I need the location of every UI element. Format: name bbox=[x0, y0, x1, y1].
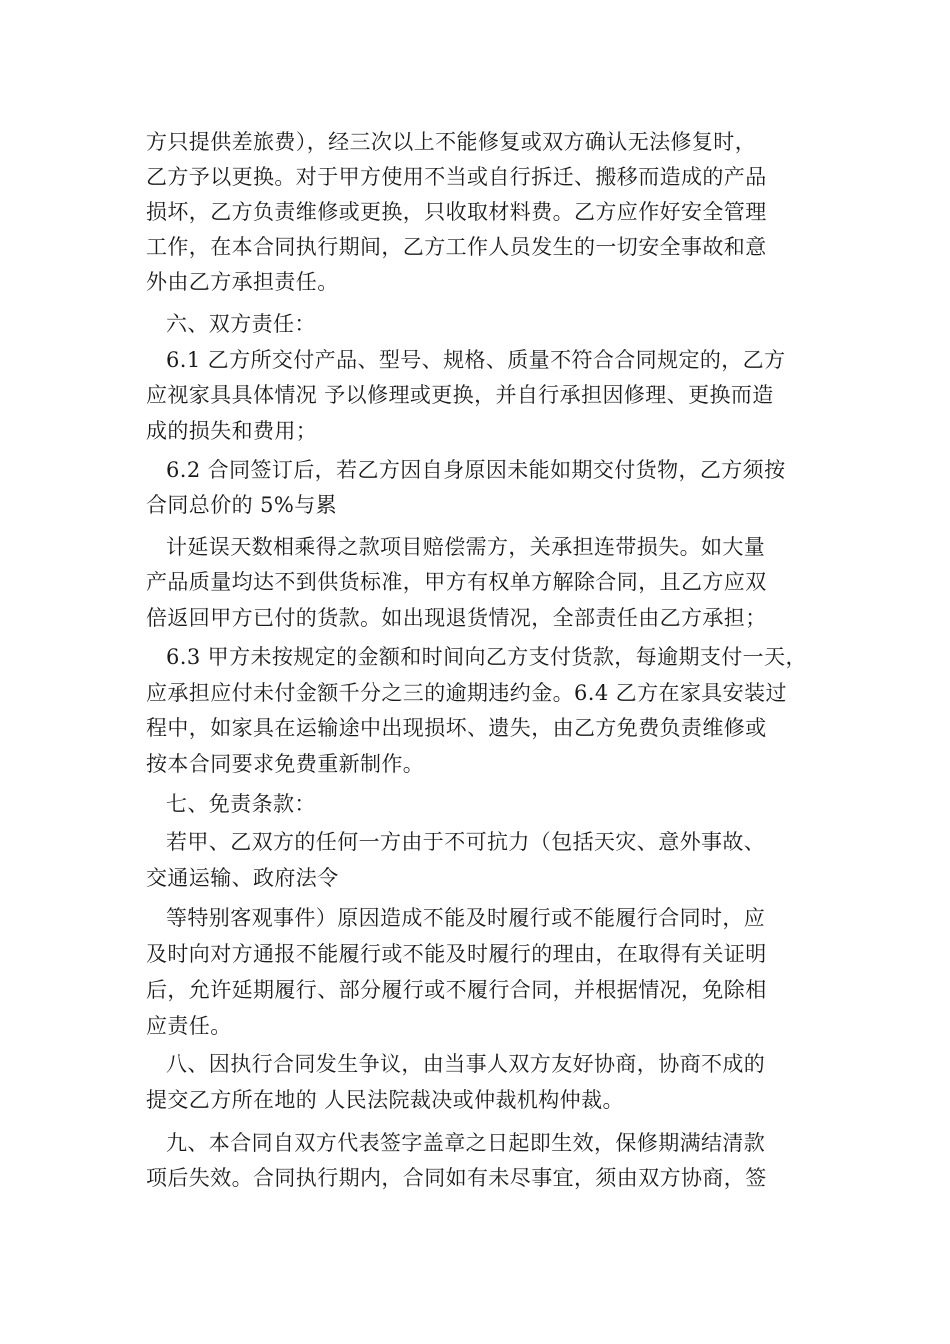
text-line: 计延误天数相乘得之款项目赔偿需方，关承担连带损失。如大量 bbox=[166, 535, 766, 559]
clause-line: 6.1 乙方所交付产品、型号、规格、质量不符合合同规定的，乙方 bbox=[166, 348, 786, 372]
text-line: 应视家具具体情况 予以修理或更换，并自行承担因修理、更换而造 bbox=[146, 383, 774, 407]
text-line: 项后失效。合同执行期内，合同如有未尽事宜，须由双方协商，签 bbox=[146, 1166, 767, 1190]
text-line: 提交乙方所在地的 人民法院裁决或仲裁机构仲裁。 bbox=[146, 1088, 624, 1112]
text-line: 倍返回甲方已付的货款。如出现退货情况，全部责任由乙方承担； bbox=[146, 606, 767, 630]
text-line: 及时向对方通报不能履行或不能及时履行的理由，在取得有关证明 bbox=[146, 942, 767, 966]
text-line: 成的损失和费用； bbox=[146, 419, 318, 443]
text-line: 后，允许延期履行、部分履行或不履行合同，并根据情况，免除相 bbox=[146, 978, 767, 1002]
text-line: 应承担应付未付金额千分之三的逾期违约金。6.4 乙方在家具安装过 bbox=[146, 681, 787, 705]
text-line: 方只提供差旅费），经三次以上不能修复或双方确认无法修复时， bbox=[146, 130, 757, 154]
text-line: 应责任。 bbox=[146, 1014, 232, 1038]
clause-line: 6.2 合同签订后，若乙方因自身原因未能如期交付货物，乙方须按 bbox=[166, 458, 786, 482]
text-line: 等特别客观事件）原因造成不能及时履行或不能履行合同时，应 bbox=[166, 906, 766, 930]
section-heading: 九、本合同自双方代表签字盖章之日起即生效，保修期满结清款 bbox=[166, 1131, 766, 1155]
text-line: 损坏，乙方负责维修或更换，只收取材料费。乙方应作好安全管理 bbox=[146, 200, 767, 224]
text-line: 合同总价的 5%与累 bbox=[146, 493, 337, 517]
text-line: 若甲、乙双方的任何一方由于不可抗力（包括天灾、意外事故、 bbox=[166, 830, 766, 854]
section-heading: 六、双方责任： bbox=[166, 312, 316, 336]
text-line: 程中，如家具在运输途中出现损坏、遗失，由乙方免费负责维修或 bbox=[146, 716, 767, 740]
text-line: 工作，在本合同执行期间，乙方工作人员发生的一切安全事故和意 bbox=[146, 235, 767, 259]
section-heading: 八、因执行合同发生争议，由当事人双方友好协商，协商不成的 bbox=[166, 1052, 766, 1076]
text-line: 外由乙方承担责任。 bbox=[146, 270, 339, 294]
text-line: 按本合同要求免费重新制作。 bbox=[146, 752, 425, 776]
clause-line: 6.3 甲方未按规定的金额和时间向乙方支付货款，每逾期支付一天， bbox=[166, 645, 807, 669]
section-heading: 七、免责条款： bbox=[166, 792, 316, 816]
text-line: 产品质量均达不到供货标准，甲方有权单方解除合同，且乙方应双 bbox=[146, 570, 767, 594]
text-line: 交通运输、政府法令 bbox=[146, 866, 339, 890]
text-line: 乙方予以更换。对于甲方使用不当或自行拆迁、搬移而造成的产品 bbox=[146, 165, 767, 189]
